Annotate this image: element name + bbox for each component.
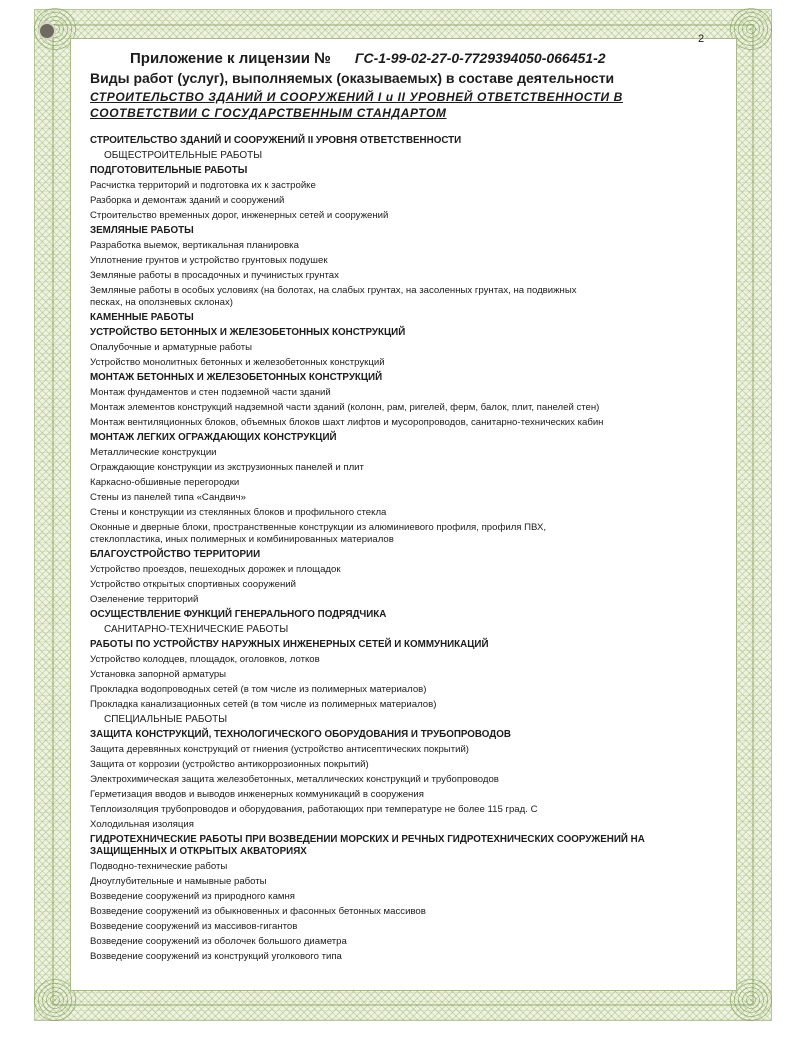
row-text-line: БЛАГОУСТРОЙСТВО ТЕРРИТОРИИ [90, 549, 261, 560]
work-group-heading [90, 225, 730, 237]
work-item [90, 744, 730, 756]
activity-title [90, 89, 623, 121]
work-item [90, 417, 730, 429]
work-group-heading [90, 639, 730, 651]
work-item [90, 255, 730, 267]
row-text-line: Монтаж фундаментов и стен подземной части зданий [90, 387, 331, 398]
work-group-heading [90, 312, 730, 324]
row-text-line: Ограждающие конструкции из экструзионных панелей и плит [90, 462, 364, 473]
row-text-line: ЗЕМЛЯНЫЕ РАБОТЫ [90, 225, 194, 236]
row-text-line: Озеленение территорий [90, 594, 199, 605]
work-item [90, 699, 730, 711]
row-text-line: ПОДГОТОВИТЕЛЬНЫЕ РАБОТЫ [90, 165, 248, 176]
row-text-line: УСТРОЙСТВО БЕТОННЫХ И ЖЕЛЕЗОБЕТОННЫХ КОНСТРУКЦИЙ [90, 327, 406, 338]
work-item [90, 654, 730, 666]
work-item [90, 285, 730, 309]
works-list [90, 135, 730, 966]
row-text-line: Земляные работы в особых условиях (на болотах, на слабых грунтах, на засоленных грунтах, на подвижных [90, 285, 577, 296]
row-text-line: САНИТАРНО-ТЕХНИЧЕСКИЕ РАБОТЫ [104, 624, 289, 635]
row-text-line: Расчистка территорий и подготовка их к застройке [90, 180, 316, 191]
work-item [90, 819, 730, 831]
row-text-line: ОБЩЕСТРОИТЕЛЬНЫЕ РАБОТЫ [104, 150, 263, 161]
punch-hole [38, 22, 56, 40]
work-group-heading [90, 549, 730, 561]
row-text-line: ГИДРОТЕХНИЧЕСКИЕ РАБОТЫ ПРИ ВОЗВЕДЕНИИ МОРСКИХ И РЕЧНЫХ ГИДРОТЕХНИЧЕСКИХ СООРУЖЕНИЙ НА [90, 834, 645, 845]
row-text-line: Теплоизоляция трубопроводов и оборудования, работающих при температуре не более 115 град. С [90, 804, 538, 815]
row-text-line: Устройство проездов, пешеходных дорожек и площадок [90, 564, 341, 575]
row-text-line: ЗАЩИТА КОНСТРУКЦИЙ, ТЕХНОЛОГИЧЕСКОГО ОБОРУДОВАНИЯ И ТРУБОПРОВОДОВ [90, 729, 511, 740]
row-text-line: Возведение сооружений из массивов-гигантов [90, 921, 298, 932]
work-item [90, 240, 730, 252]
row-text-line: Защита от коррозии (устройство антикоррозионных покрытий) [90, 759, 369, 770]
work-item [90, 774, 730, 786]
row-text-line: стеклопластика, иных полимерных и комбинированных материалов [90, 534, 394, 545]
row-text-line: Прокладка водопроводных сетей (в том числе из полимерных материалов) [90, 684, 427, 695]
work-item [90, 789, 730, 801]
work-item [90, 342, 730, 354]
work-group-heading [90, 372, 730, 384]
work-item [90, 891, 730, 903]
work-item [90, 270, 730, 282]
work-item [90, 669, 730, 681]
row-text-line: Разборка и демонтаж зданий и сооружений [90, 195, 285, 206]
row-text-line: Устройство монолитных бетонных и железобетонных конструкций [90, 357, 385, 368]
work-item [90, 759, 730, 771]
row-text-line: СТРОИТЕЛЬСТВО ЗДАНИЙ И СООРУЖЕНИЙ II УРОВНЯ ОТВЕТСТВЕННОСТИ [90, 135, 462, 146]
work-item [90, 507, 730, 519]
work-item [90, 195, 730, 207]
row-text-line: Дноуглубительные и намывные работы [90, 876, 267, 887]
row-text-line: Стены из панелей типа «Сандвич» [90, 492, 246, 503]
row-text-line: МОНТАЖ ЛЕГКИХ ОГРАЖДАЮЩИХ КОНСТРУКЦИЙ [90, 432, 337, 443]
work-item [90, 564, 730, 576]
work-group-heading [90, 609, 730, 621]
row-text-line: Подводно-технические работы [90, 861, 228, 872]
row-text-line: Возведение сооружений из оболочек большого диаметра [90, 936, 347, 947]
row-text-line: Монтаж элементов конструкций надземной части зданий (колонн, рам, ригелей, ферм, балок, плит, панелей стен) [90, 402, 600, 413]
work-item [90, 906, 730, 918]
row-text-line: Возведение сооружений из конструкций уголкового типа [90, 951, 342, 962]
responsibility-level-heading [90, 135, 730, 147]
work-group-heading [90, 165, 730, 177]
activity-line: СООТВЕТСТВИИ С ГОСУДАРСТВЕННЫМ СТАНДАРТОМ [90, 106, 447, 120]
work-item [90, 210, 730, 222]
work-item [90, 579, 730, 591]
work-item [90, 876, 730, 888]
row-text-line: СПЕЦИАЛЬНЫЕ РАБОТЫ [104, 714, 228, 725]
row-text-line: Холодильная изоляция [90, 819, 194, 830]
category-heading [90, 714, 730, 726]
work-item [90, 522, 730, 546]
row-text-line: ОСУЩЕСТВЛЕНИЕ ФУНКЦИЙ ГЕНЕРАЛЬНОГО ПОДРЯДЧИКА [90, 609, 387, 620]
row-text-line: ЗАЩИЩЕННЫХ И ОТКРЫТЫХ АКВАТОРИЯХ [90, 846, 307, 857]
row-text-line: Электрохимическая защита железобетонных, металлических конструкций и трубопроводов [90, 774, 499, 785]
row-text-line: Земляные работы в просадочных и пучинистых грунтах [90, 270, 339, 281]
work-item [90, 594, 730, 606]
page-number: 2 [698, 33, 705, 45]
work-item [90, 180, 730, 192]
row-text-line: Уплотнение грунтов и устройство грунтовых подушек [90, 255, 328, 266]
row-text-line: Строительство временных дорог, инженерных сетей и сооружений [90, 210, 389, 221]
work-item [90, 357, 730, 369]
row-text-line: Разработка выемок, вертикальная планировка [90, 240, 299, 251]
category-heading [90, 624, 730, 636]
license-line [130, 50, 606, 67]
work-item [90, 447, 730, 459]
work-item [90, 951, 730, 963]
category-heading [90, 150, 730, 162]
license-label: Приложение к лицензии № [130, 50, 331, 67]
work-item [90, 462, 730, 474]
row-text-line: РАБОТЫ ПО УСТРОЙСТВУ НАРУЖНЫХ ИНЖЕНЕРНЫХ СЕТЕЙ И КОММУНИКАЦИЙ [90, 639, 489, 650]
work-item [90, 387, 730, 399]
license-number: ГС-1-99-02-27-0-7729394050-066451-2 [354, 50, 606, 66]
work-item [90, 936, 730, 948]
work-group-heading [90, 729, 730, 741]
row-text-line: Защита деревянных конструкций от гниения (устройство антисептических покрытий) [90, 744, 470, 755]
row-text-line: Опалубочные и арматурные работы [90, 342, 253, 353]
row-text-line: Возведение сооружений из природного камня [90, 891, 296, 902]
row-text-line: Герметизация вводов и выводов инженерных коммуникаций в сооружения [90, 789, 424, 800]
row-text-line: Оконные и дверные блоки, пространственные конструкции из алюминиевого профиля, профиля ПВХ, [90, 522, 547, 533]
work-item [90, 402, 730, 414]
row-text-line: Стены и конструкции из стеклянных блоков и профильного стекла [90, 507, 387, 518]
row-text-line: Металлические конструкции [90, 447, 217, 458]
row-text-line: Установка запорной арматуры [90, 669, 227, 680]
work-group-heading [90, 327, 730, 339]
work-item [90, 804, 730, 816]
work-item [90, 684, 730, 696]
row-text-line: КАМЕННЫЕ РАБОТЫ [90, 312, 194, 323]
row-text-line: Каркасно-обшивные перегородки [90, 477, 240, 488]
work-item [90, 477, 730, 489]
work-group-heading [90, 834, 730, 858]
row-text-line: Монтаж вентиляционных блоков, объемных блоков шахт лифтов и мусоропроводов, санитарно-технических кабин [90, 417, 604, 428]
work-group-heading [90, 432, 730, 444]
row-text-line: Прокладка канализационных сетей (в том числе из полимерных материалов) [90, 699, 437, 710]
work-item [90, 861, 730, 873]
row-text-line: песках, на оползневых склонах) [90, 297, 234, 308]
activity-line: СТРОИТЕЛЬСТВО ЗДАНИЙ И СООРУЖЕНИЙ I и II УРОВНЕЙ ОТВЕТСТВЕННОСТИ В [90, 90, 623, 104]
document-title: Виды работ (услуг), выполняемых (оказываемых) в составе деятельности [90, 70, 615, 86]
row-text-line: Устройство колодцев, площадок, оголовков, лотков [90, 654, 320, 665]
work-item [90, 492, 730, 504]
row-text-line: Возведение сооружений из обыкновенных и фасонных бетонных массивов [90, 906, 426, 917]
row-text-line: Устройство открытых спортивных сооружений [90, 579, 296, 590]
work-item [90, 921, 730, 933]
row-text-line: МОНТАЖ БЕТОННЫХ И ЖЕЛЕЗОБЕТОННЫХ КОНСТРУКЦИЙ [90, 372, 383, 383]
